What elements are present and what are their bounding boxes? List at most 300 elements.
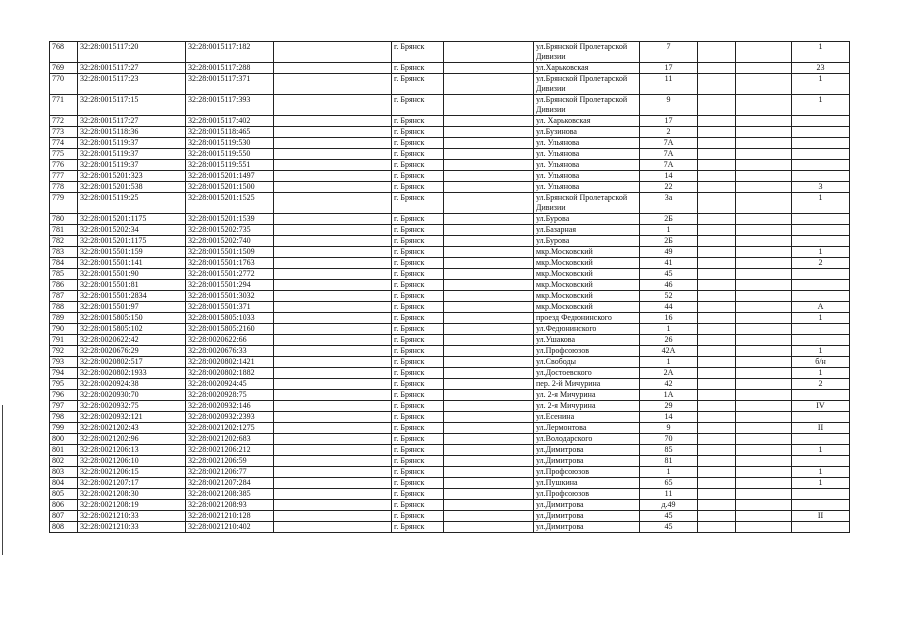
empty-cell: [698, 478, 736, 489]
land-cadastral-number-cell: 32:28:0015201:1175: [78, 214, 186, 225]
land-cadastral-number-cell: 32:28:0015501:159: [78, 247, 186, 258]
street-cell: ул. Ульянова: [534, 160, 640, 171]
empty-cell: [698, 412, 736, 423]
land-cadastral-number-cell: 32:28:0021202:96: [78, 434, 186, 445]
street-cell: мкр.Московский: [534, 302, 640, 313]
building-cadastral-number-cell: 32:28:0015805:2160: [186, 324, 274, 335]
empty-cell: [274, 445, 392, 456]
land-cadastral-number-cell: 32:28:0015805:102: [78, 324, 186, 335]
apartment-number-cell: [792, 269, 850, 280]
row-number-cell: 777: [50, 171, 78, 182]
table-row: [50, 127, 850, 138]
empty-cell: [698, 324, 736, 335]
empty-cell: [698, 346, 736, 357]
empty-cell: [698, 280, 736, 291]
empty-cell: [736, 225, 792, 236]
house-number-cell: 52: [640, 291, 698, 302]
street-cell: ул.Свободы: [534, 357, 640, 368]
apartment-number-cell: [792, 149, 850, 160]
empty-cell: [444, 456, 534, 467]
empty-cell: [274, 357, 392, 368]
house-number-cell: 42А: [640, 346, 698, 357]
house-number-cell: 9: [640, 423, 698, 434]
apartment-number-cell: 1: [792, 95, 850, 116]
apartment-number-cell: [792, 522, 850, 533]
street-cell: ул.Профсоюзов: [534, 489, 640, 500]
empty-cell: [444, 42, 534, 63]
land-cadastral-number-cell: 32:28:0015117:27: [78, 116, 186, 127]
building-cadastral-number-cell: 32:28:0015201:1497: [186, 171, 274, 182]
apartment-number-cell: [792, 489, 850, 500]
apartment-number-cell: [792, 116, 850, 127]
city-cell: г. Брянск: [392, 335, 444, 346]
city-cell: г. Брянск: [392, 478, 444, 489]
empty-cell: [274, 138, 392, 149]
street-cell: ул.Есенина: [534, 412, 640, 423]
row-number-cell: 804: [50, 478, 78, 489]
table-row: [50, 247, 850, 258]
city-cell: г. Брянск: [392, 489, 444, 500]
city-cell: г. Брянск: [392, 236, 444, 247]
house-number-cell: 29: [640, 401, 698, 412]
street-cell: ул.Димитрова: [534, 511, 640, 522]
empty-cell: [736, 247, 792, 258]
table-row: [50, 379, 850, 390]
empty-cell: [444, 412, 534, 423]
land-cadastral-number-cell: 32:28:0020932:75: [78, 401, 186, 412]
building-cadastral-number-cell: 32:28:0015501:3032: [186, 291, 274, 302]
street-cell: мкр.Московский: [534, 291, 640, 302]
street-cell: ул. Ульянова: [534, 149, 640, 160]
row-number-cell: 808: [50, 522, 78, 533]
land-cadastral-number-cell: 32:28:0015117:27: [78, 63, 186, 74]
house-number-cell: д.49: [640, 500, 698, 511]
empty-cell: [444, 489, 534, 500]
apartment-number-cell: [792, 160, 850, 171]
apartment-number-cell: 2: [792, 258, 850, 269]
apartment-number-cell: [792, 500, 850, 511]
table-row: [50, 116, 850, 127]
building-cadastral-number-cell: 32:28:0015119:550: [186, 149, 274, 160]
empty-cell: [698, 95, 736, 116]
empty-cell: [444, 127, 534, 138]
land-cadastral-number-cell: 32:28:0015501:2834: [78, 291, 186, 302]
building-cadastral-number-cell: 32:28:0015201:1500: [186, 182, 274, 193]
land-cadastral-number-cell: 32:28:0020930:70: [78, 390, 186, 401]
empty-cell: [736, 149, 792, 160]
house-number-cell: 16: [640, 313, 698, 324]
house-number-cell: 7А: [640, 149, 698, 160]
building-cadastral-number-cell: 32:28:0015117:393: [186, 95, 274, 116]
empty-cell: [698, 214, 736, 225]
street-cell: ул. Ульянова: [534, 171, 640, 182]
row-number-cell: 803: [50, 467, 78, 478]
house-number-cell: 41: [640, 258, 698, 269]
empty-cell: [698, 467, 736, 478]
empty-cell: [698, 445, 736, 456]
apartment-number-cell: [792, 138, 850, 149]
city-cell: г. Брянск: [392, 258, 444, 269]
row-number-cell: 806: [50, 500, 78, 511]
street-cell: ул. Ульянова: [534, 138, 640, 149]
empty-cell: [736, 478, 792, 489]
empty-cell: [444, 225, 534, 236]
street-cell: ул.Димитрова: [534, 456, 640, 467]
empty-cell: [444, 280, 534, 291]
city-cell: г. Брянск: [392, 127, 444, 138]
empty-cell: [736, 182, 792, 193]
table-row: [50, 171, 850, 182]
empty-cell: [274, 280, 392, 291]
empty-cell: [736, 138, 792, 149]
row-number-cell: 774: [50, 138, 78, 149]
row-number-cell: 769: [50, 63, 78, 74]
land-cadastral-number-cell: 32:28:0015201:1175: [78, 236, 186, 247]
empty-cell: [736, 423, 792, 434]
empty-cell: [274, 63, 392, 74]
building-cadastral-number-cell: 32:28:0021207:284: [186, 478, 274, 489]
land-cadastral-number-cell: 32:28:0020924:38: [78, 379, 186, 390]
table-row: [50, 225, 850, 236]
empty-cell: [698, 63, 736, 74]
empty-cell: [274, 500, 392, 511]
city-cell: г. Брянск: [392, 412, 444, 423]
street-cell: ул. 2-я Мичурина: [534, 390, 640, 401]
building-cadastral-number-cell: 32:28:0015117:402: [186, 116, 274, 127]
street-cell: ул.Димитрова: [534, 445, 640, 456]
building-cadastral-number-cell: 32:28:0021208:385: [186, 489, 274, 500]
house-number-cell: 17: [640, 63, 698, 74]
house-number-cell: 17: [640, 116, 698, 127]
city-cell: г. Брянск: [392, 522, 444, 533]
table-row: [50, 390, 850, 401]
empty-cell: [444, 324, 534, 335]
street-cell: ул. 2-я Мичурина: [534, 401, 640, 412]
apartment-number-cell: IV: [792, 401, 850, 412]
empty-cell: [444, 247, 534, 258]
empty-cell: [698, 182, 736, 193]
street-cell: ул.Лермонтова: [534, 423, 640, 434]
empty-cell: [698, 74, 736, 95]
table-row: [50, 95, 850, 116]
city-cell: г. Брянск: [392, 390, 444, 401]
empty-cell: [274, 522, 392, 533]
street-cell: мкр.Московский: [534, 280, 640, 291]
empty-cell: [274, 42, 392, 63]
building-cadastral-number-cell: 32:28:0020676:33: [186, 346, 274, 357]
empty-cell: [698, 335, 736, 346]
street-cell: ул.Бурова: [534, 236, 640, 247]
row-number-cell: 797: [50, 401, 78, 412]
scan-edge-line: [2, 405, 3, 555]
empty-cell: [444, 182, 534, 193]
empty-cell: [274, 160, 392, 171]
street-cell: ул.Бурова: [534, 214, 640, 225]
table-row: [50, 335, 850, 346]
empty-cell: [274, 302, 392, 313]
building-cadastral-number-cell: 32:28:0020924:45: [186, 379, 274, 390]
street-cell: ул. Харьковская: [534, 116, 640, 127]
empty-cell: [274, 182, 392, 193]
house-number-cell: 7А: [640, 160, 698, 171]
empty-cell: [444, 95, 534, 116]
city-cell: г. Брянск: [392, 324, 444, 335]
table-row: [50, 302, 850, 313]
empty-cell: [444, 522, 534, 533]
building-cadastral-number-cell: 32:28:0021206:77: [186, 467, 274, 478]
building-cadastral-number-cell: 32:28:0020928:75: [186, 390, 274, 401]
building-cadastral-number-cell: 32:28:0021202:1275: [186, 423, 274, 434]
empty-cell: [698, 149, 736, 160]
apartment-number-cell: [792, 236, 850, 247]
street-cell: ул.Бузинова: [534, 127, 640, 138]
empty-cell: [698, 171, 736, 182]
city-cell: г. Брянск: [392, 511, 444, 522]
empty-cell: [698, 269, 736, 280]
table-row: [50, 324, 850, 335]
table-row: [50, 511, 850, 522]
building-cadastral-number-cell: 32:28:0015501:294: [186, 280, 274, 291]
city-cell: г. Брянск: [392, 291, 444, 302]
land-cadastral-number-cell: 32:28:0021206:15: [78, 467, 186, 478]
land-cadastral-number-cell: 32:28:0015118:36: [78, 127, 186, 138]
empty-cell: [736, 412, 792, 423]
empty-cell: [736, 313, 792, 324]
apartment-number-cell: [792, 214, 850, 225]
city-cell: г. Брянск: [392, 138, 444, 149]
land-cadastral-number-cell: 32:28:0015119:37: [78, 149, 186, 160]
empty-cell: [698, 193, 736, 214]
land-cadastral-number-cell: 32:28:0020622:42: [78, 335, 186, 346]
empty-cell: [444, 379, 534, 390]
land-cadastral-number-cell: 32:28:0020932:121: [78, 412, 186, 423]
city-cell: г. Брянск: [392, 63, 444, 74]
empty-cell: [444, 171, 534, 182]
table-row: [50, 63, 850, 74]
house-number-cell: 2Б: [640, 214, 698, 225]
row-number-cell: 782: [50, 236, 78, 247]
city-cell: г. Брянск: [392, 182, 444, 193]
table-row: [50, 489, 850, 500]
row-number-cell: 770: [50, 74, 78, 95]
empty-cell: [736, 42, 792, 63]
city-cell: г. Брянск: [392, 225, 444, 236]
apartment-number-cell: 23: [792, 63, 850, 74]
apartment-number-cell: [792, 127, 850, 138]
empty-cell: [736, 445, 792, 456]
empty-cell: [274, 247, 392, 258]
building-cadastral-number-cell: 32:28:0020932:146: [186, 401, 274, 412]
empty-cell: [274, 467, 392, 478]
row-number-cell: 781: [50, 225, 78, 236]
city-cell: г. Брянск: [392, 445, 444, 456]
empty-cell: [736, 357, 792, 368]
table-row: [50, 258, 850, 269]
table-row: [50, 160, 850, 171]
empty-cell: [444, 390, 534, 401]
land-cadastral-number-cell: 32:28:0015805:150: [78, 313, 186, 324]
house-number-cell: 1: [640, 467, 698, 478]
apartment-number-cell: [792, 412, 850, 423]
house-number-cell: 7: [640, 42, 698, 63]
land-cadastral-number-cell: 32:28:0020802:1933: [78, 368, 186, 379]
row-number-cell: 800: [50, 434, 78, 445]
land-cadastral-number-cell: 32:28:0020802:517: [78, 357, 186, 368]
land-cadastral-number-cell: 32:28:0020676:29: [78, 346, 186, 357]
empty-cell: [736, 280, 792, 291]
empty-cell: [736, 236, 792, 247]
empty-cell: [736, 522, 792, 533]
house-number-cell: 2А: [640, 368, 698, 379]
house-number-cell: 7А: [640, 138, 698, 149]
house-number-cell: 44: [640, 302, 698, 313]
table-row: [50, 478, 850, 489]
building-cadastral-number-cell: 32:28:0021206:212: [186, 445, 274, 456]
city-cell: г. Брянск: [392, 346, 444, 357]
house-number-cell: 65: [640, 478, 698, 489]
empty-cell: [274, 412, 392, 423]
table-row: [50, 456, 850, 467]
house-number-cell: 1: [640, 324, 698, 335]
empty-cell: [444, 423, 534, 434]
empty-cell: [274, 379, 392, 390]
street-cell: ул.Профсоюзов: [534, 467, 640, 478]
row-number-cell: 783: [50, 247, 78, 258]
table-row: [50, 214, 850, 225]
building-cadastral-number-cell: 32:28:0021208:93: [186, 500, 274, 511]
row-number-cell: 799: [50, 423, 78, 434]
land-cadastral-number-cell: 32:28:0015501:90: [78, 269, 186, 280]
empty-cell: [698, 236, 736, 247]
empty-cell: [698, 302, 736, 313]
city-cell: г. Брянск: [392, 423, 444, 434]
apartment-number-cell: [792, 280, 850, 291]
city-cell: г. Брянск: [392, 280, 444, 291]
empty-cell: [736, 434, 792, 445]
land-cadastral-number-cell: 32:28:0015202:34: [78, 225, 186, 236]
empty-cell: [274, 390, 392, 401]
building-cadastral-number-cell: 32:28:0021210:402: [186, 522, 274, 533]
house-number-cell: 2: [640, 127, 698, 138]
empty-cell: [736, 324, 792, 335]
table-row: [50, 313, 850, 324]
empty-cell: [444, 193, 534, 214]
city-cell: г. Брянск: [392, 247, 444, 258]
row-number-cell: 794: [50, 368, 78, 379]
apartment-number-cell: [792, 324, 850, 335]
apartment-number-cell: [792, 291, 850, 302]
land-cadastral-number-cell: 32:28:0021208:19: [78, 500, 186, 511]
house-number-cell: 70: [640, 434, 698, 445]
row-number-cell: 789: [50, 313, 78, 324]
row-number-cell: 805: [50, 489, 78, 500]
house-number-cell: 45: [640, 522, 698, 533]
empty-cell: [736, 489, 792, 500]
property-register-table: [49, 41, 850, 533]
empty-cell: [736, 291, 792, 302]
land-cadastral-number-cell: 32:28:0021202:43: [78, 423, 186, 434]
table-row: [50, 412, 850, 423]
empty-cell: [274, 193, 392, 214]
apartment-number-cell: А: [792, 302, 850, 313]
apartment-number-cell: 1: [792, 346, 850, 357]
house-number-cell: 2Б: [640, 236, 698, 247]
table-row: [50, 445, 850, 456]
empty-cell: [736, 74, 792, 95]
empty-cell: [444, 291, 534, 302]
row-number-cell: 787: [50, 291, 78, 302]
street-cell: мкр.Московский: [534, 247, 640, 258]
empty-cell: [736, 193, 792, 214]
row-number-cell: 773: [50, 127, 78, 138]
empty-cell: [274, 313, 392, 324]
empty-cell: [274, 511, 392, 522]
land-cadastral-number-cell: 32:28:0021210:33: [78, 511, 186, 522]
table-row: [50, 42, 850, 63]
row-number-cell: 778: [50, 182, 78, 193]
house-number-cell: 11: [640, 74, 698, 95]
empty-cell: [274, 478, 392, 489]
empty-cell: [274, 489, 392, 500]
apartment-number-cell: 3: [792, 182, 850, 193]
apartment-number-cell: [792, 335, 850, 346]
land-cadastral-number-cell: 32:28:0021210:33: [78, 522, 186, 533]
empty-cell: [444, 467, 534, 478]
row-number-cell: 790: [50, 324, 78, 335]
city-cell: г. Брянск: [392, 42, 444, 63]
table-row: [50, 423, 850, 434]
apartment-number-cell: II: [792, 423, 850, 434]
land-cadastral-number-cell: 32:28:0021207:17: [78, 478, 186, 489]
land-cadastral-number-cell: 32:28:0015501:81: [78, 280, 186, 291]
row-number-cell: 779: [50, 193, 78, 214]
empty-cell: [274, 291, 392, 302]
apartment-number-cell: 1: [792, 478, 850, 489]
table-row: [50, 401, 850, 412]
table-row: [50, 434, 850, 445]
table-row: [50, 500, 850, 511]
empty-cell: [698, 357, 736, 368]
house-number-cell: 9: [640, 95, 698, 116]
building-cadastral-number-cell: 32:28:0020622:66: [186, 335, 274, 346]
street-cell: ул.Пушкина: [534, 478, 640, 489]
house-number-cell: 42: [640, 379, 698, 390]
house-number-cell: 11: [640, 489, 698, 500]
street-cell: мкр.Московский: [534, 258, 640, 269]
row-number-cell: 802: [50, 456, 78, 467]
row-number-cell: 788: [50, 302, 78, 313]
land-cadastral-number-cell: 32:28:0015201:323: [78, 171, 186, 182]
street-cell: ул.Димитрова: [534, 500, 640, 511]
empty-cell: [736, 95, 792, 116]
city-cell: г. Брянск: [392, 500, 444, 511]
building-cadastral-number-cell: 32:28:0015119:551: [186, 160, 274, 171]
empty-cell: [444, 214, 534, 225]
table-row: [50, 149, 850, 160]
building-cadastral-number-cell: 32:28:0015501:1509: [186, 247, 274, 258]
empty-cell: [698, 522, 736, 533]
house-number-cell: 85: [640, 445, 698, 456]
empty-cell: [444, 63, 534, 74]
house-number-cell: 26: [640, 335, 698, 346]
building-cadastral-number-cell: 32:28:0015117:371: [186, 74, 274, 95]
house-number-cell: 22: [640, 182, 698, 193]
street-cell: ул.Володарского: [534, 434, 640, 445]
table-row: [50, 236, 850, 247]
apartment-number-cell: 1: [792, 368, 850, 379]
empty-cell: [274, 456, 392, 467]
row-number-cell: 784: [50, 258, 78, 269]
